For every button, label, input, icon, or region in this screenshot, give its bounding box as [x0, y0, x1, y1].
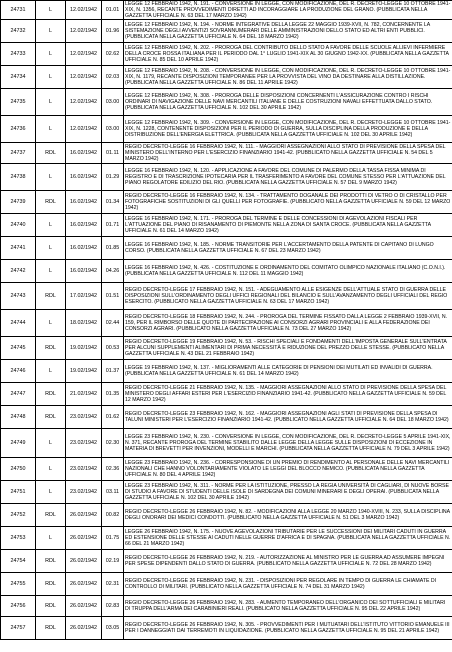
act-type: L — [36, 89, 66, 116]
act-description: LEGGE 23 FEBBRAIO 1942, N. 236. - CORRESPONSIONE DI UN PREMIO DI RENDIMENTO AL PERSONALE DELLE NAVI MERCANTILI NAZIONALI CHE HANNO VOLONTARIAMENTE VIOLATO LE LEGGI DEL BLOCCO NEMICO. (PUBBLICATA NELLA GAZZETTA UFFICIALE N. 80 DEL 4 APRILE 1942) — [124, 458, 452, 481]
act-type: L — [36, 237, 66, 260]
act-date: 21.02/1942 — [66, 383, 102, 406]
act-type: RDL — [36, 596, 66, 617]
act-code: 01.37 — [102, 360, 124, 383]
act-date: 16.02/1942 — [66, 164, 102, 191]
table-row — [1, 550, 452, 573]
act-type: L — [36, 116, 66, 143]
act-type: L — [36, 1, 66, 20]
record-number: 24753 — [1, 527, 36, 550]
act-code: 01.96 — [102, 20, 124, 43]
act-type: L — [36, 429, 66, 458]
table-row — [1, 164, 452, 191]
record-number: 24733 — [1, 43, 36, 66]
act-code: 02.62 — [102, 43, 124, 66]
act-date: 19.02/1942 — [66, 337, 102, 360]
table-row — [1, 143, 452, 164]
act-type: L — [36, 66, 66, 89]
act-description: LEGGE 16 FEBBRAIO 1942, N. 120. - APPLICAZIONE A FAVORE DEL COMUNE DI PALERMO DELLA TASSA FISSA MINIMA DI REGISTRO E DI TRASCRIZIONE IPOTECARIA PER IL TRASFERIMENTO A FAVORE DEL COMUNE STESSO PER L'ATTUAZIONE DEL PIANO REGOLATORE EDILIZIO DEL RIO. (PUBBLICATA NELLA GAZZETTA UFFICIALE N. 57 DEL 9 MARZO 1942) — [124, 164, 452, 191]
table-row — [1, 116, 452, 143]
record-number: 24746 — [1, 360, 36, 383]
act-date: 19.02/1942 — [66, 360, 102, 383]
act-code: 01.35 — [102, 383, 124, 406]
act-description: LEGGE 26 FEBBRAIO 1942, N. 175. - NUOVE AGEVOLAZIONI TRIBUTARIE PER LE SUCCESSIONI DEI MILITARI CADUTI IN GUERRA ED ESTENSIONE DELLE STESSE AI CADUTI NELLE GUERRE D'AFRICA E DI SPAGNA. (PUBBLICATA NELLA GAZZETTA UFFICIALE N. 66 DEL 21 MARZO 1942) — [124, 527, 452, 550]
act-date: 23.02/1942 — [66, 429, 102, 458]
act-code: 04.26 — [102, 260, 124, 283]
act-type: RDL — [36, 337, 66, 360]
table-row — [1, 573, 452, 596]
act-code: 02.30 — [102, 429, 124, 458]
act-date: 18.02/1942 — [66, 310, 102, 337]
act-code: 01.34 — [102, 191, 124, 214]
record-number: 24731 — [1, 1, 36, 20]
record-number: 24738 — [1, 164, 36, 191]
act-description: LEGGE 12 FEBBRAIO 1942, N. 194. - NORME INTEGRATIVE DELLA LEGGE 22 MAGGIO 1939-XVII, N. 782, CONCERNENTE LA SISTEMAZIONE DEGLI AVVENTIZI SOVRANNUMERARI DELLE AMMINISTRAZIONI DELLO STATO ED ALTRI ENTI PUBBLICI. (PUBBLICATA NELLA GAZZETTA UFFICIALE N. 64 DEL 18 MARZO 1942) — [124, 20, 452, 43]
act-code: 01.75 — [102, 527, 124, 550]
act-type: L — [36, 458, 66, 481]
act-description: LEGGE 23 FEBBRAIO 1942, N. 230. - CONVERSIONE IN LEGGE, CON MODIFICAZIONE, DEL R. DECRETO-LEGGE 5 APRILE 1941-XIX, N. 371, RECANTE PROROGA DEL TERMINE STABILITO DALLE LEGGE DELLA LEGGE SULLE DISPOSIZIONI DI ECCEZIONE IN MATERIA DI BREVETTI PER INVENZIONI, MODELLI E MARCHI. (PUBBLICATA NELLA GAZZETTA UFFICIALE N. 79 DEL 3 APRILE 1942) — [124, 429, 452, 458]
act-description: REGIO DECRETO-LEGGE 16 FEBBRAIO 1942, N. 111. - MAGGIORI ASSEGNAZIONI ALLO STATO DI PREVISIONE DELLA SPESA DEL MINISTERO DELL'INTERNO PER L'ESERCIZIO FINANZIARIO 1941-42. (PUBBLICATO NELLA GAZZETTA UFFICIALE N. 54 DEL 5 MARZO 1942) — [124, 143, 452, 164]
act-description: REGIO DECRETO-LEGGE 17 FEBBRAIO 1942, N. 151. - ADEGUAMENTO ALLE ESIGENZE DELL'ATTUALE STATO DI GUERRA DELLE DISPOSIZIONI SULL'ORDINAMENTO DEGLI UFFICI REGIONALI DEL BILANCIO E SULL'AVANZAMENTO DEGLI UFFICIALI DEL REGIO ESERCITO. (PUBBLICATO NELLA GAZZETTA UFFICIALE N. 63 DEL 17 MARZO 1942) — [124, 283, 452, 310]
act-code: 01.62 — [102, 406, 124, 429]
record-number: 24734 — [1, 66, 36, 89]
act-date: 17.02/1942 — [66, 283, 102, 310]
act-code: 02.36 — [102, 458, 124, 481]
table-row — [1, 66, 452, 89]
act-description: REGIO DECRETO-LEGGE 26 FEBBRAIO 1942, N. 219. - AUTORIZZAZIONE AL MINISTRO PER LE GUERRA AD ASSUMERE IMPEGNI PER SPESE DIPENDENTI DALLO STATO DI GUERRA. (PUBBLICATO NELLA GAZZETTA UFFICIALE N. 72 DEL 28 MARZO 1942) — [124, 550, 452, 573]
record-number: 24735 — [1, 89, 36, 116]
act-code: 03.05 — [102, 617, 124, 640]
table-row — [1, 191, 452, 214]
act-description: LEGGE 12 FEBBRAIO 1942, N. 208. - CONVERSIONE IN LEGGE, CON MODIFICAZIONE, DEL R. DECRETO-LEGGE 10 OTTOBRE 1941-XIX, N. 1179, RECANTE DISPOSIZIONI TEMPORANEE PER LA PROVVISTA DEL VINO DA DESTINARE ALLA DISTILLAZIONE. (PUBBLICATA NELLA GAZZETTA UFFICIALE N. 86 DEL 11 APRILE 1942) — [124, 66, 452, 89]
act-date: 26.02/1942 — [66, 617, 102, 640]
table-row — [1, 481, 452, 504]
record-number: 24754 — [1, 550, 36, 573]
act-type: RDL — [36, 406, 66, 429]
act-description: REGIO DECRETO-LEGGE 26 FEBBRAIO 1942, N. 82. - MODIFICAZIONI ALLA LEGGE 20 MARZO 1940-XVIII, N. 233, SULLA DISCIPLINA DEGLI ONORARI DEI MEDICI CONDOTTI. (PUBBLICATO NELLA GAZZETTA UFFICIALE N. 51 DEL 3 MARZO 1942) — [124, 504, 452, 527]
table-row — [1, 237, 452, 260]
act-type: L — [36, 214, 66, 237]
table-row — [1, 89, 452, 116]
act-date: 23.02/1942 — [66, 481, 102, 504]
act-type: L — [36, 260, 66, 283]
act-code: 01.71 — [102, 214, 124, 237]
act-description: LEGGE 12 FEBBRAIO 1942, N. 202. - PROROGA DEL CONTRIBUTO DELLO STATO A FAVORE DELLE SCUOLE ALLIEVI INFERMIERE DELLA CROCE ROSSA ITALIANA PER IL PERIODO DAL 1° LUGLIO 1941-XIX AL 30 GIUGNO 1942-XX. (PUBBLICATA NELLA GAZZETTA UFFICIALE N. 85 DEL 10 APRILE 1942) — [124, 43, 452, 66]
record-number: 24748 — [1, 406, 36, 429]
table-row — [1, 1, 452, 20]
record-number: 24736 — [1, 116, 36, 143]
act-description: REGIO DECRETO-LEGGE 26 FEBBRAIO 1942, N. 231. - DISPOSIZIONI PER REGOLARE IN TEMPO DI GUERRA LE CHIAMATE DI CONTROLLO DI MILITARI. (PUBBLICATO NELLA GAZZETTA UFFICIALE N. 74 DEL 31 MARZO 1942) — [124, 573, 452, 596]
record-number: 24739 — [1, 191, 36, 214]
act-description: REGIO DECRETO-LEGGE 16 FEBBRAIO 1942, N. 134. - TRATTAMENTO DOGANALE DEI PRODOTTI DI VETRO O DI CRISTALLO PER FOTOGRAFICHE SOSTITUZIONI DI GLI QUELLI PER FOTOGRAFIE. (PUBBLICATO NELLA GAZZETTA UFFICIALE N. 59 DEL 12 MARZO 1942) — [124, 191, 452, 214]
table-row — [1, 337, 452, 360]
act-date: 12.02/1942 — [66, 43, 102, 66]
act-type: RDL — [36, 573, 66, 596]
table-row — [1, 20, 452, 43]
act-date: 26.02/1942 — [66, 504, 102, 527]
act-description: REGIO DECRETO-LEGGE 23 FEBBRAIO 1942, N. 162. - MAGGIORI ASSEGNAZIONI AGLI STATI DI PREVISIONE DELLA SPESA DI TALUNI MINISTERI PER L'ESERCIZIO FINANZIARIO 1941-42. (PUBBLICATO NELLA GAZZETTA UFFICIALE N. 64 DEL 18 MARZO 1942) — [124, 406, 452, 429]
act-code: 02.19 — [102, 550, 124, 573]
table-row — [1, 43, 452, 66]
act-type: RDL — [36, 143, 66, 164]
act-date: 23.02/1942 — [66, 406, 102, 429]
table-row — [1, 310, 452, 337]
act-description: LEGGE 12 FEBBRAIO 1942, N. 309. - CONVERSIONE IN LEGGE, CON MODIFICAZIONE, DEL R. DECRETO-LEGGE 10 OTTOBRE 1941-XIX, N. 1228, CONTENENTE DISPOSIZIONI PER IL PERIODO DI GUERRA, SULLA DISCIPLINA DELLA PRODUZIONE E DELLA DISTRIBUZIONE DELL'ENERGIA ELETTRICA. (PUBBLICATA NELLA GAZZETTA UFFICIALE N. 102 DEL 30 APRILE 1942) — [124, 116, 452, 143]
table-row — [1, 596, 452, 617]
table-row — [1, 617, 452, 640]
record-number: 24747 — [1, 383, 36, 406]
act-type: L — [36, 527, 66, 550]
act-date: 26.02/1942 — [66, 527, 102, 550]
record-number: 24745 — [1, 337, 36, 360]
act-type: RDL — [36, 191, 66, 214]
table-row — [1, 214, 452, 237]
act-code: 00.82 — [102, 504, 124, 527]
table-row — [1, 527, 452, 550]
record-number: 24743 — [1, 283, 36, 310]
record-number: 24756 — [1, 596, 36, 617]
act-description: LEGGE 16 FEBBRAIO 1942, N. 185. - NORME TRANSITORIE PER L'ACCERTAMENTO DELLA PATENTE DI CAPITANO DI LUNGO CORSO. (PUBBLICATA NELLA GAZZETTA UFFICIALE N. 67 DEL 23 MARZO 1942) — [124, 237, 452, 260]
act-description: LEGGE 16 FEBBRAIO 1942, N. 426. - COSTITUZIONE E ORDINAMENTO DEL COMITATO OLIMPICO NAZIONALE ITALIANO (C.O.N.I.). (PUBBLICATA NELLA GAZZETTA UFFICIALE N. 112 DEL 11 MAGGIO 1942) — [124, 260, 452, 283]
act-code: 02.44 — [102, 310, 124, 337]
act-code: 03.00 — [102, 89, 124, 116]
act-date: 12.02/1942 — [66, 66, 102, 89]
record-number: 24732 — [1, 20, 36, 43]
act-description: REGIO DECRETO-LEGGE 18 FEBBRAIO 1942, N. 244. - PROROGA DEL TERMINE FISSATO DALLA LEGGE 2 FEBBRAIO 1939-XVII, N. 159, PER IL RIMBORSO DELLE QUOTE DI PARTECIPAZIONE AI CONSORZI AGRARI PROVINCIALI E ALLA FEDERAZIONE DEI CONSORZI AGRARI. (PUBBLICATO NELLA GAZZETTA UFFICIALE N. 73 DEL 27 MARZO 1942) — [124, 310, 452, 337]
act-date: 23.02/1942 — [66, 458, 102, 481]
act-type: L — [36, 164, 66, 191]
act-date: 12.02/1942 — [66, 116, 102, 143]
act-code: 02.83 — [102, 596, 124, 617]
act-code: 03.11 — [102, 481, 124, 504]
act-code: 01.51 — [102, 283, 124, 310]
act-description: REGIO DECRETO-LEGGE 26 FEBBRAIO 1942, N. 283. - AUMENTO TEMPORANEO DELL'ORGANICO DEI SOTTUFFICIALI E MILITARI DI TRUPPA DELL'ARMA DEI CARABINIERI REALI. (PUBBLICATO NELLA GAZZETTA UFFICIALE N. 95 DEL 22 APRILE 1942) — [124, 596, 452, 617]
act-type: L — [36, 43, 66, 66]
act-date: 16.02/1942 — [66, 191, 102, 214]
record-number: 24750 — [1, 458, 36, 481]
act-date: 26.02/1942 — [66, 573, 102, 596]
act-type: L — [36, 360, 66, 383]
table-row — [1, 383, 452, 406]
table-row — [1, 406, 452, 429]
act-type: RDL — [36, 383, 66, 406]
act-type: RDL — [36, 617, 66, 640]
record-number: 24740 — [1, 214, 36, 237]
act-description: REGIO DECRETO-LEGGE 26 FEBBRAIO 1942, N. 305. - PROVVEDIMENTI PER I MUTUATARI DELL'ISTITUTO VITTORIO EMANUELE III PER I DANNEGGIATI DAI TERREMOTI IN LIQUIDAZIONE. (PUBBLICATO NELLA GAZZETTA UFFICIALE N. 95 DEL 21 APRILE 1942) — [124, 617, 452, 640]
act-code: 01.29 — [102, 164, 124, 191]
record-number: 24755 — [1, 573, 36, 596]
table-row — [1, 260, 452, 283]
table-row — [1, 429, 452, 458]
table-row — [1, 283, 452, 310]
act-type: RDL — [36, 504, 66, 527]
act-type: L — [36, 481, 66, 504]
record-number: 24744 — [1, 310, 36, 337]
act-date: 12.02/1942 — [66, 20, 102, 43]
record-number: 24737 — [1, 143, 36, 164]
act-type: RDL — [36, 550, 66, 573]
table-row — [1, 504, 452, 527]
act-code: 02.31 — [102, 573, 124, 596]
act-description: LEGGE 19 FEBBRAIO 1942, N. 137. - MIGLIORAMENTI ALLE CATEGORIE DI PENSIONI DEI MUTILATI ED INVALIDI DI GUERRA. (PUBBLICATA NELLA GAZZETTA UFFICIALE N. 61 DEL 14 MARZO 1942) — [124, 360, 452, 383]
act-description: LEGGE 12 FEBBRAIO 1942, N. 308. - PROROGA DELLE DISPOSIZIONI CONCERNENTI L'ASSICURAZIONE CONTRO I RISCHI ORDINARI DI NAVIGAZIONE DELLE NAVI MERCANTILI ITALIANE E DELLE COSTRUZIONI NAVALI EFFETTUATA DALLO STATO. (PUBBLICATA NELLA GAZZETTA UFFICIALE N. 102 DEL 30 APRILE 1942) — [124, 89, 452, 116]
act-description: REGIO DECRETO-LEGGE 19 FEBBRAIO 1942, N. 53. - RISCHI SPECIALI E FONDAMENTI DELL'IMPOSTA GENERALE SULL'ENTRATA PER ALCUNI SUPPLEMENTI ALIMENTARI DI PRIMA NECESSITÀ E RIDUZIONE DEL PREZZO DELLE STESSE. (PUBBLICATO NELLA GAZZETTA UFFICIALE N. 43 DEL 21 FEBBRAIO 1942) — [124, 337, 452, 360]
act-description: LEGGE 16 FEBBRAIO 1942, N. 171. - PROROGA DEL TERMINE E DELLE CONCESSIONI DI AGEVOLAZIONI FISCALI PER L'ATTUAZIONE DEL PIANO DI RISANAMENTO DI PIEMONTE NELLA ZONA DI SANTA CROCE. (PUBBLICATA NELLA GAZZETTA UFFICIALE N. 61 DEL 14 MARZO 1942) — [124, 214, 452, 237]
act-code: 00.53 — [102, 337, 124, 360]
record-number: 24752 — [1, 504, 36, 527]
act-code: 02.03 — [102, 66, 124, 89]
record-number: 24742 — [1, 260, 36, 283]
act-date: 12.02/1942 — [66, 1, 102, 20]
act-date: 26.02/1942 — [66, 550, 102, 573]
table-row — [1, 360, 452, 383]
act-type: L — [36, 20, 66, 43]
act-code: 01.11 — [102, 143, 124, 164]
act-date: 26.02/1942 — [66, 596, 102, 617]
act-code: 01.01 — [102, 1, 124, 20]
act-description: LEGGE 12 FEBBRAIO 1942, N. 191. - CONVERSIONE IN LEGGE, CON MODIFICAZIONE, DEL R. DECRETO-LEGGE 10 OTTOBRE 1941-XIX, N. 1356, RECANTE PROVVEDIMENTI DIRETTI AD INCORAGGIARE LA PRODUZIONE DEL GRANO. (PUBBLICATA NELLA GAZZETTA UFFICIALE N. 63 DEL 17 MARZO 1942) — [124, 1, 452, 20]
act-type: L — [36, 310, 66, 337]
act-date: 16.02/1942 — [66, 143, 102, 164]
record-number: 24757 — [1, 617, 36, 640]
act-description: LEGGE 23 FEBBRAIO 1942, N. 311. - NORME PER LA ISTITUZIONE, PRESSO LA REGIA UNIVERSITÀ DI CAGLIARI, DI NUOVE BORSE DI STUDIO A FAVORE DI STUDENTI DELLE ISOLE DI SARDEGNA DEI COMUNI MINERARI E DEGLI OPERAI. (PUBBLICATA NELLA GAZZETTA UFFICIALE N. 102 DEL 30 APRILE 1942) — [124, 481, 452, 504]
act-code: 03.00 — [102, 116, 124, 143]
act-type: RDL — [36, 283, 66, 310]
record-number: 24751 — [1, 481, 36, 504]
record-number: 24749 — [1, 429, 36, 458]
act-code: 01.85 — [102, 237, 124, 260]
record-number: 24741 — [1, 237, 36, 260]
act-date: 12.02/1942 — [66, 89, 102, 116]
act-date: 16.02/1942 — [66, 237, 102, 260]
act-date: 16.02/1942 — [66, 260, 102, 283]
act-date: 16.02/1942 — [66, 214, 102, 237]
table-row — [1, 458, 452, 481]
act-description: REGIO DECRETO-LEGGE 21 FEBBRAIO 1942, N. 135. - MAGGIORI ASSEGNAZIONI ALLO STATO DI PREVISIONE DELLA SPESA DEL MINISTERO DEGLI AFFARI ESTERI PER L'ESERCIZIO FINANZIARIO 1941-42. (PUBBLICATO NELLA GAZZETTA UFFICIALE N. 59 DEL 12 MARZO 1942) — [124, 383, 452, 406]
